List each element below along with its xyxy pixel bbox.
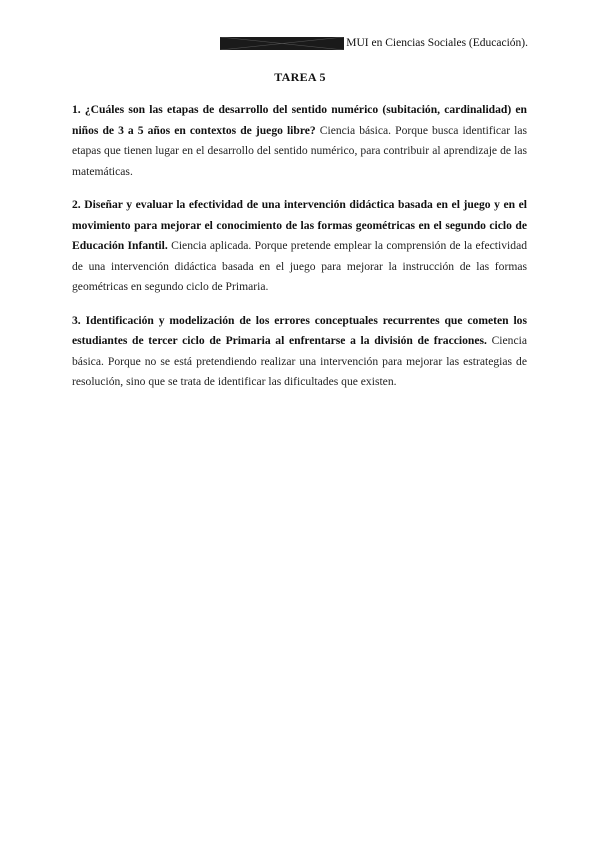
- task-question: 2. Diseñar y evaluar la efectividad de una intervención didáctica basada en el juego y en el movimiento para mejorar el conocimiento de las formas geométricas en el segundo ciclo de Educación Infantil.: [72, 198, 527, 252]
- task-item-1: [72, 100, 527, 182]
- header-text: MUI en Ciencias Sociales (Educación).: [346, 37, 528, 49]
- task-answer: Ciencia básica. Porque busca identificar las etapas que tienen lugar en el desarrollo del sentido numérico, para contribuir al aprendizaje de las matemáticas.: [72, 123, 527, 178]
- task-question: 1. ¿Cuáles son las etapas de desarrollo del sentido numérico (subitación, cardinalidad) en niños de 3 a 5 años en contextos de juego libre?: [72, 103, 527, 137]
- redacted-name-block: [220, 37, 344, 50]
- task-item-2: [72, 195, 527, 298]
- task-answer: Ciencia aplicada. Porque pretende emplear la comprensión de la efectividad de una intervención didáctica basada en el juego para mejorar la instrucción de las formas geométricas en segundo ciclo de Primaria.: [72, 239, 528, 293]
- task-item-3: [72, 311, 527, 393]
- task-answer: Ciencia básica. Porque no se está pretendiendo realizar una intervención para mejorar las estrategias de resolución, sino que se trata de identificar las dificultades que existen.: [72, 334, 527, 388]
- task-question: 3. Identificación y modelización de los errores conceptuales recurrentes que cometen los estudiantes de tercer ciclo de Primaria al enfrentarse a la división de fracciones.: [72, 313, 527, 347]
- page-header: [220, 35, 528, 51]
- document-body: [72, 100, 527, 406]
- document-title: TAREA 5: [274, 70, 326, 84]
